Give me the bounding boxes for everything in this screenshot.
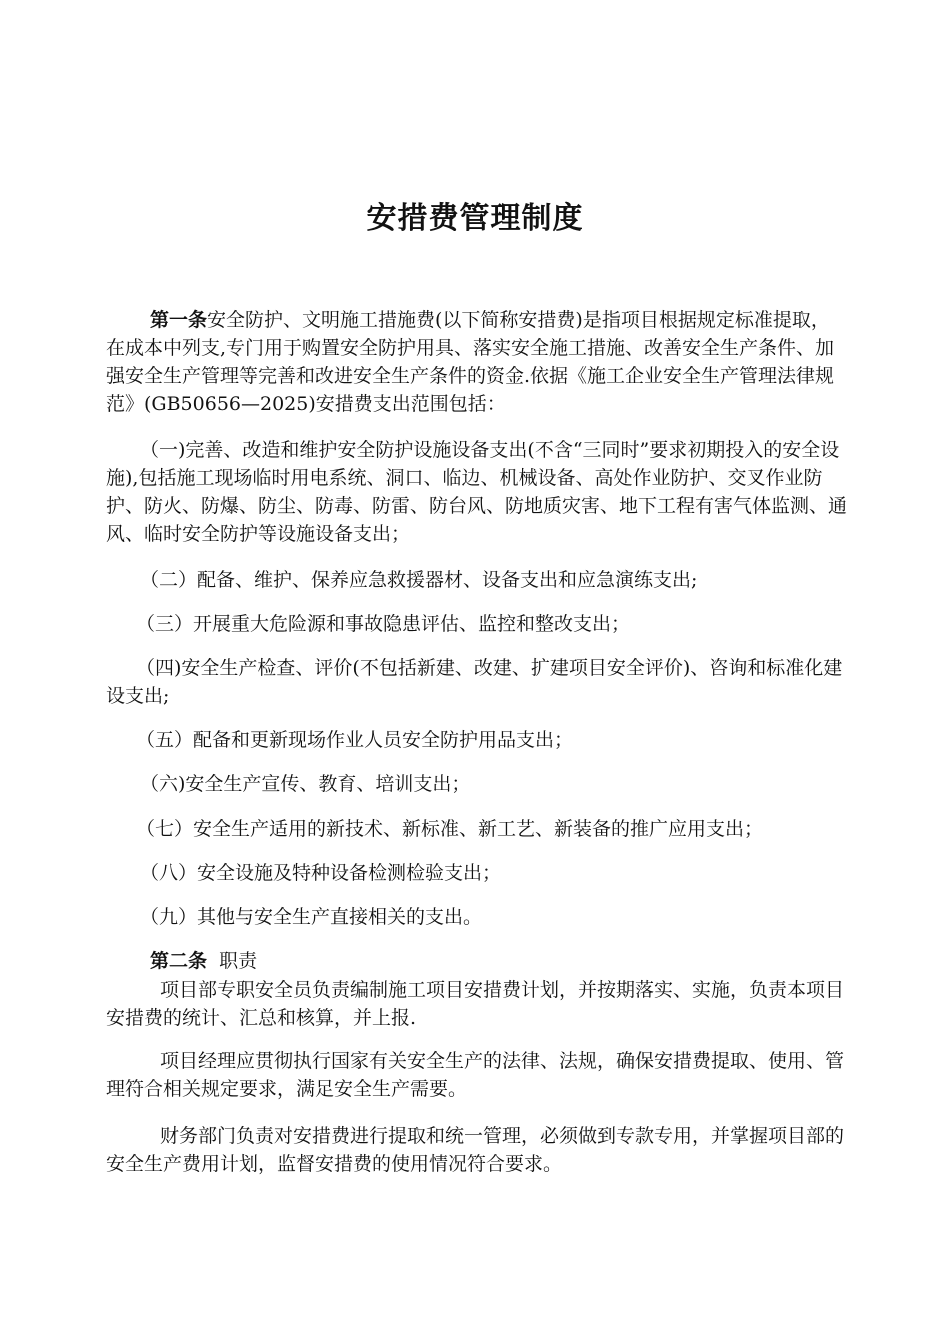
article-2-paragraph: 财务部门负责对安措费进行提取和统一管理，必须做到专款专用，并掌握项目部的安全生产费用计划，监督安措费的使用情况符合要求。: [106, 1125, 845, 1175]
article-1-text: 安全防护、文明施工措施费(以下简称安措费)是指项目根据规定标准提取，在成本中列支,专门用于购置安全防护用具、落实安全施工措施、改善安全生产条件、加强安全生产管理等完善和改进安全生产条件的资金.依据《施工企业安全生产管理法律规范》(GB50656—2025)安措费支出范围包括：: [106, 309, 835, 415]
list-item: （九）其他与安全生产直接相关的支出。: [140, 906, 483, 928]
list-item: （一)完善、改造和维护安全防护设施设备支出(不含“三同时”要求初期投入的安全设施),包括施工现场临时用电系统、洞口、临边、机械设备、高处作业防护、交叉作业防护、防火、防爆、防尘、防毒、防雷、防台风、防地质灾害、地下工程有害气体监测、通风、临时安全防护等设施设备支出；: [106, 439, 848, 545]
article-2-paragraph: 项目经理应贯彻执行国家有关安全生产的法律、法规，确保安措费提取、使用、管理符合相关规定要求，满足安全生产需要。: [106, 1050, 845, 1100]
list-item: （八）安全设施及特种设备检测检验支出；: [140, 862, 502, 884]
article-2-header: [150, 947, 257, 975]
article-2-paragraph: 项目部专职安全员负责编制施工项目安措费计划，并按期落实、实施，负责本项目安措费的统计、汇总和核算，并上报.: [106, 979, 845, 1029]
article-1: [106, 306, 848, 418]
list-item: （七）安全生产适用的新技术、新标准、新工艺、新装备的推广应用支出；: [136, 818, 764, 840]
article-2-heading: 第二条: [150, 950, 208, 972]
list-item: （六)安全生产宣传、教育、培训支出；: [140, 773, 471, 795]
article-1-heading: 第一条: [150, 309, 208, 331]
list-item: （三）开展重大危险源和事故隐患评估、监控和整改支出；: [136, 613, 631, 635]
article-2-subtitle: 职责: [219, 950, 258, 972]
list-item: （四)安全生产检查、评价(不包括新建、改建、扩建项目安全评价)、咨询和标准化建设支出;: [106, 657, 843, 707]
list-item: （五）配备和更新现场作业人员安全防护用品支出；: [136, 729, 574, 751]
document-title: 安措费管理制度: [366, 201, 584, 236]
list-item: （二）配备、维护、保养应急救援器材、设备支出和应急演练支出;: [140, 569, 698, 591]
